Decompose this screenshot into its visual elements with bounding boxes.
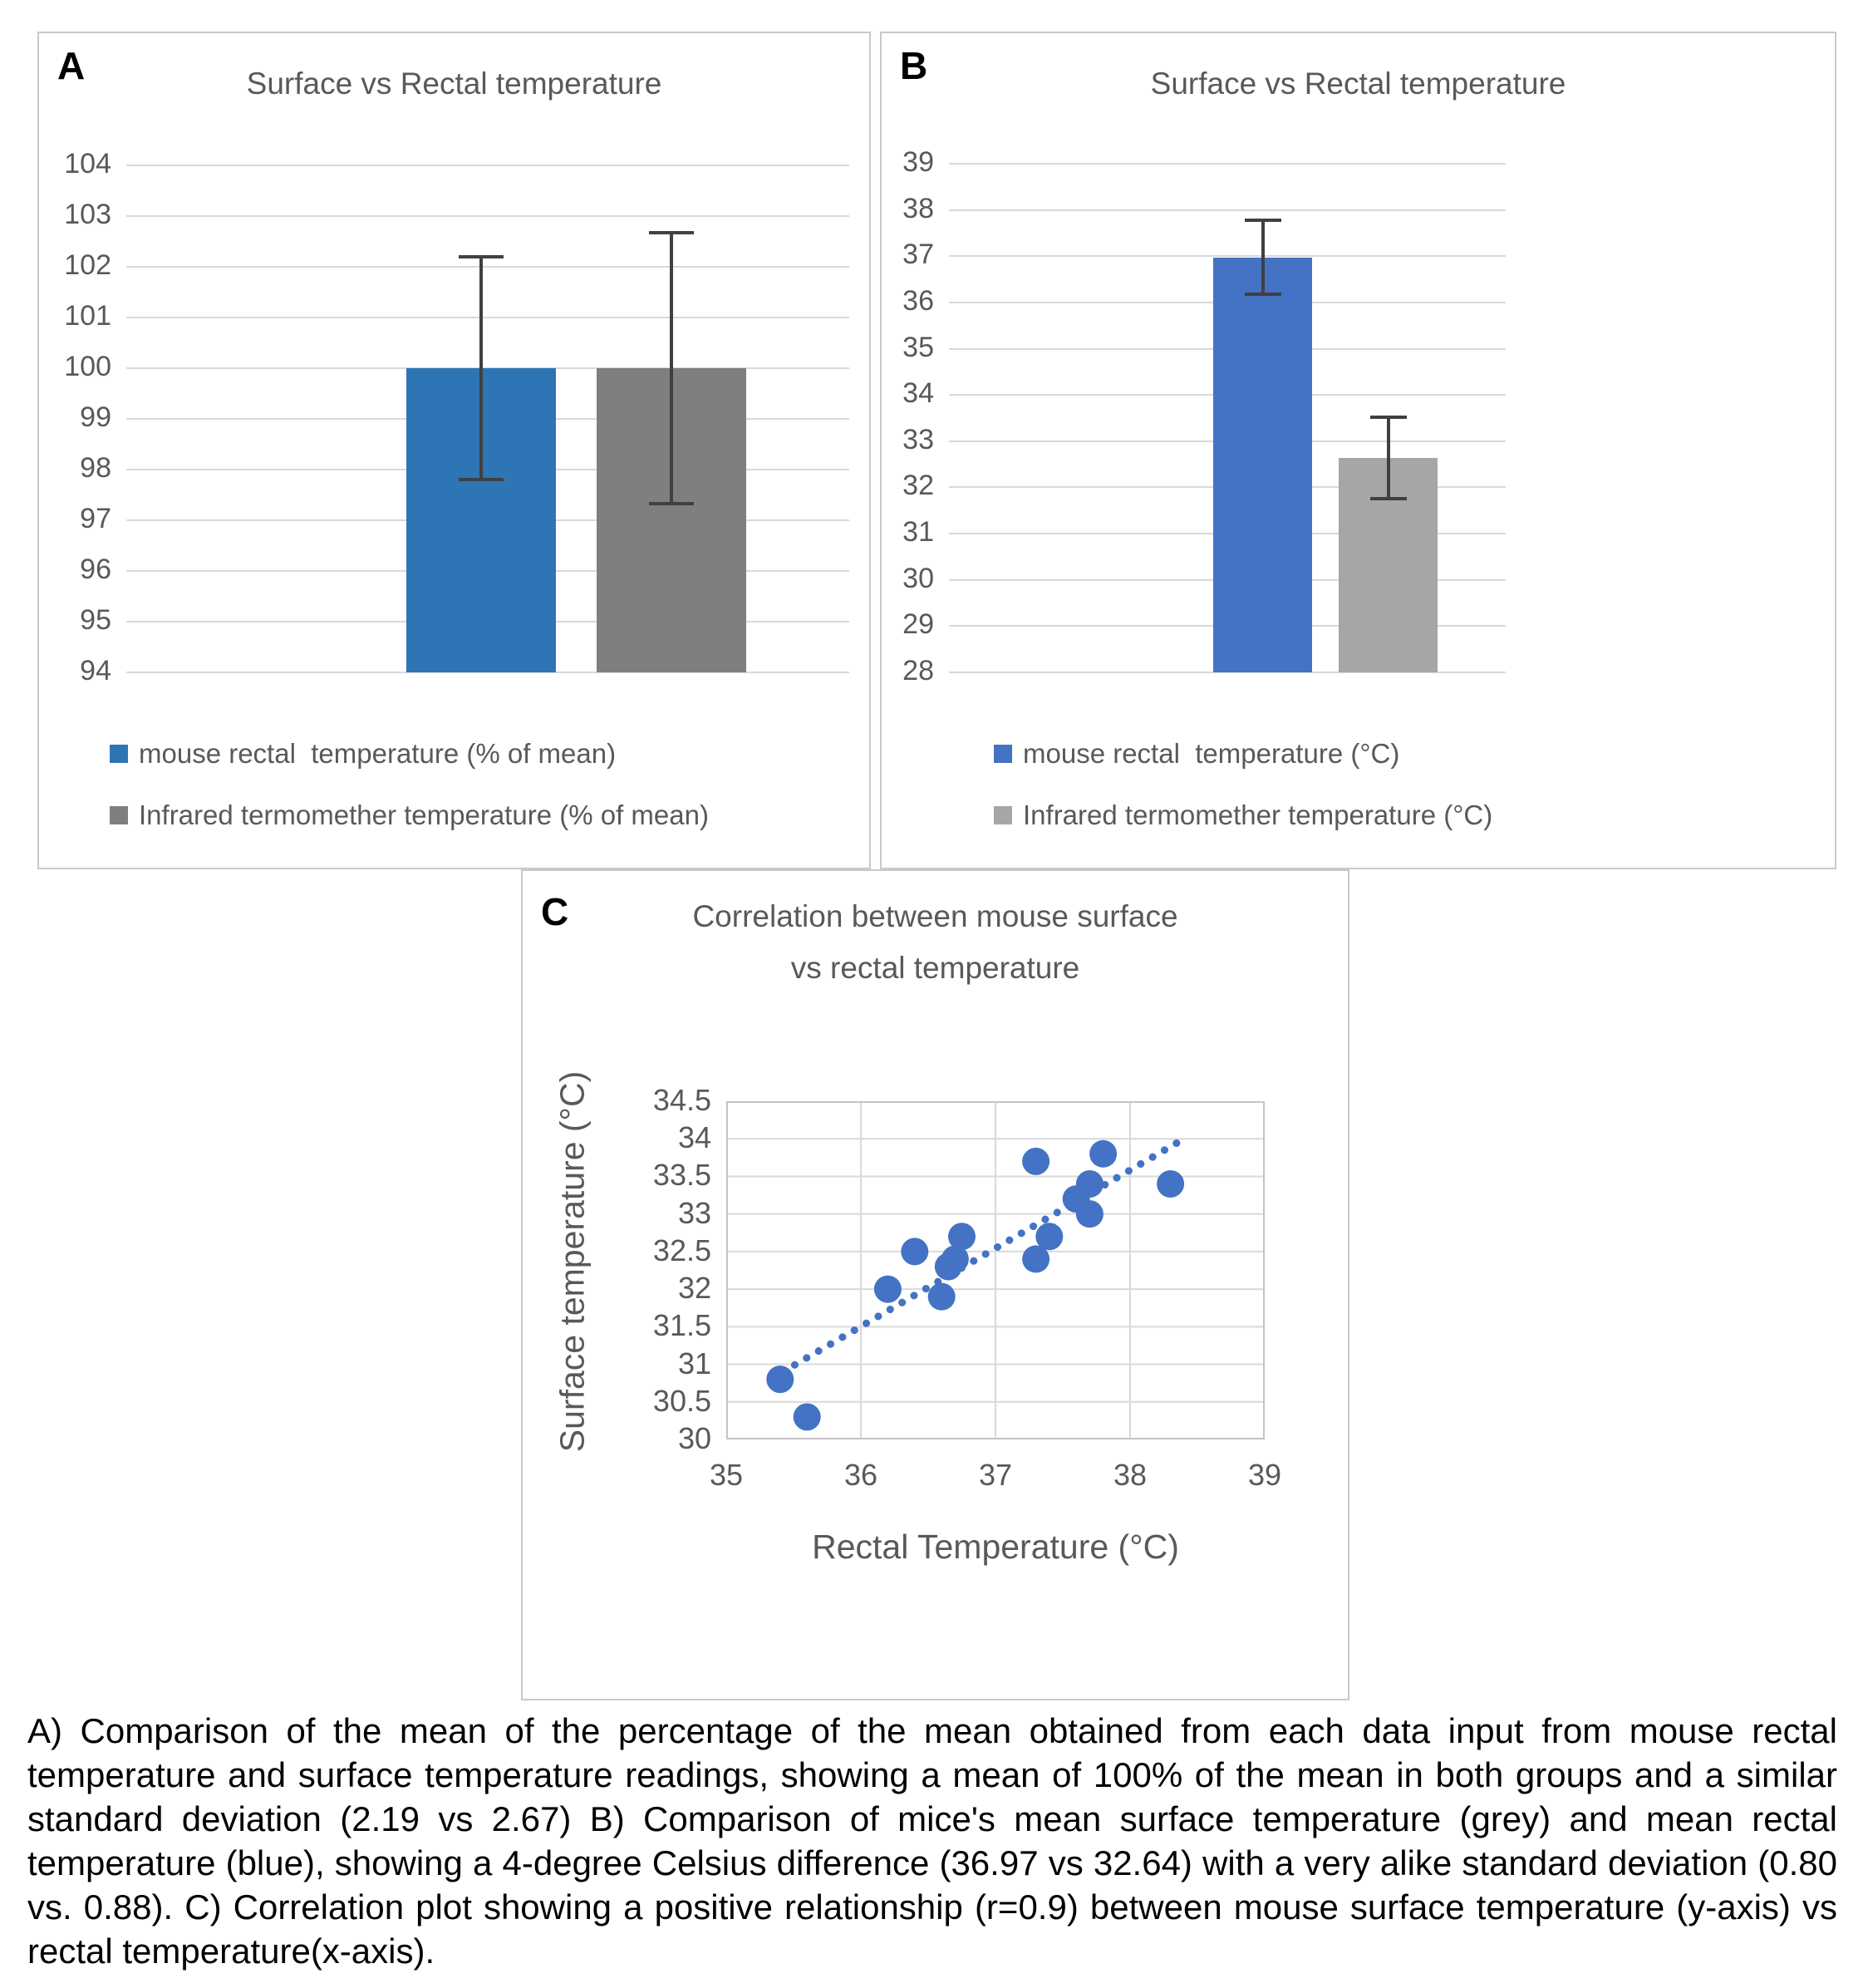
y-tick-label: 35 xyxy=(902,331,934,363)
panel-a xyxy=(37,32,871,869)
x-tick-label: 36 xyxy=(843,1458,878,1492)
panel-c-x-axis-title: Rectal Temperature (°C) xyxy=(812,1528,1179,1566)
panel-c-label: C xyxy=(541,890,569,933)
y-tick-label: 32 xyxy=(902,470,934,502)
y-tick-label: 33 xyxy=(902,423,934,455)
legend-item xyxy=(994,800,1492,831)
y-tick-label: 96 xyxy=(80,554,111,585)
y-tick-label: 34.5 xyxy=(652,1083,711,1117)
error-bar xyxy=(1261,220,1265,294)
scatter-point xyxy=(948,1223,976,1250)
y-tick-label: 30 xyxy=(677,1421,711,1455)
error-bar-cap xyxy=(459,255,504,258)
y-tick-label: 38 xyxy=(902,192,934,224)
legend-item xyxy=(110,738,616,770)
scatter-point xyxy=(901,1238,928,1265)
y-tick-label: 39 xyxy=(902,146,934,178)
x-tick-label: 38 xyxy=(1113,1458,1148,1492)
scatter-point xyxy=(794,1403,821,1430)
y-tick-label: 33 xyxy=(677,1195,711,1230)
panel-b-plot-area xyxy=(949,164,1506,672)
error-bar xyxy=(670,233,673,504)
y-tick-label: 34 xyxy=(902,377,934,410)
y-tick-label: 94 xyxy=(80,655,111,686)
x-tick-label: 35 xyxy=(709,1458,744,1492)
panel-c-title-line2: vs rectal temperature xyxy=(790,951,1080,985)
panel-a-label: A xyxy=(57,44,86,87)
y-tick-label: 104 xyxy=(64,148,111,180)
error-bar xyxy=(479,257,483,479)
error-bar-cap xyxy=(1245,219,1281,222)
y-tick-label: 100 xyxy=(64,351,111,382)
legend-label: mouse rectal temperature (% of mean) xyxy=(139,738,617,769)
scatter-point xyxy=(928,1283,956,1311)
panel-b xyxy=(880,32,1836,869)
y-tick-label: 29 xyxy=(902,608,934,641)
panel-c-plot-area xyxy=(726,1101,1265,1439)
y-tick-label: 31.5 xyxy=(652,1308,711,1343)
x-tick-label: 39 xyxy=(1247,1458,1282,1492)
y-tick-label: 98 xyxy=(80,452,111,484)
y-tick-label: 103 xyxy=(64,199,111,230)
y-tick-label: 28 xyxy=(902,655,934,686)
legend-item xyxy=(110,800,709,831)
error-bar-cap xyxy=(1245,293,1281,296)
y-tick-label: 31 xyxy=(677,1346,711,1380)
error-bar-cap xyxy=(1370,497,1407,500)
gridline xyxy=(949,163,1506,165)
y-tick-label: 30 xyxy=(902,562,934,594)
legend-swatch-rectal xyxy=(110,745,128,763)
panel-a-plot-area xyxy=(126,165,849,672)
y-tick-label: 37 xyxy=(902,239,934,271)
y-tick-label: 31 xyxy=(902,516,934,549)
y-tick-label: 101 xyxy=(64,300,111,332)
y-tick-label: 97 xyxy=(80,503,111,534)
legend-swatch-infrared xyxy=(110,806,128,824)
legend-item xyxy=(994,738,1399,770)
x-tick-label: 37 xyxy=(978,1458,1013,1492)
bar-mouse-rectal xyxy=(1213,258,1312,672)
scatter-point xyxy=(1089,1140,1117,1168)
y-tick-label: 36 xyxy=(902,284,934,317)
error-bar-cap xyxy=(649,231,694,234)
scatter-point xyxy=(1035,1223,1063,1250)
y-tick-label: 30.5 xyxy=(652,1383,711,1418)
legend-swatch-infrared xyxy=(994,806,1012,824)
error-bar-cap xyxy=(649,502,694,505)
y-tick-label: 102 xyxy=(64,249,111,281)
panel-a-title: Surface vs Rectal temperature xyxy=(246,66,662,101)
scatter-svg xyxy=(726,1101,1265,1439)
y-tick-label: 33.5 xyxy=(652,1158,711,1193)
y-tick-label: 34 xyxy=(677,1120,711,1155)
y-tick-label: 95 xyxy=(80,604,111,636)
scatter-point xyxy=(1022,1148,1049,1175)
scatter-point xyxy=(1157,1170,1184,1198)
figure-caption: A) Comparison of the mean of the percentage of the mean obtained from each data input from mouse rectal temperature and surface temperature readings, showing a mean of 100% of the mean in both groups and a similar standard deviation (2.19 vs 2.67) B) Comparison of mice's mean surface temperature (grey) and mean rectal temperature (blue), showing a 4-degree Celsius difference (36.97 vs 32.64) with a very alike standard deviation (0.80 vs. 0.88). C) Correlation plot showing a positive relationship (r=0.9) between mouse surface temperature (y-axis) vs rectal temperature(x-axis). xyxy=(27,1711,1837,1971)
gridline xyxy=(949,209,1506,211)
panel-c xyxy=(521,869,1349,1700)
error-bar xyxy=(1387,417,1390,499)
gridline xyxy=(126,215,849,217)
trendline xyxy=(783,1137,1187,1371)
y-tick-label: 99 xyxy=(80,401,111,433)
panel-b-label: B xyxy=(900,44,928,87)
scatter-point xyxy=(874,1276,902,1303)
legend-label: Infrared termomether temperature (°C) xyxy=(1023,800,1493,830)
legend-label: mouse rectal temperature (°C) xyxy=(1023,738,1400,769)
panel-c-title-line1: Correlation between mouse surface xyxy=(692,899,1178,933)
legend-label: Infrared termomether temperature (% of mean) xyxy=(139,800,709,830)
panel-b-title: Surface vs Rectal temperature xyxy=(1150,66,1566,101)
gridline xyxy=(126,165,849,166)
error-bar-cap xyxy=(459,478,504,481)
error-bar-cap xyxy=(1370,416,1407,419)
y-tick-label: 32.5 xyxy=(652,1233,711,1267)
scatter-point xyxy=(1076,1200,1104,1228)
gridline xyxy=(126,266,849,268)
legend-swatch-rectal xyxy=(994,745,1012,763)
gridline xyxy=(126,317,849,318)
panel-c-y-axis-title: Surface temperature (°C) xyxy=(553,1070,592,1453)
y-tick-label: 32 xyxy=(677,1271,711,1306)
